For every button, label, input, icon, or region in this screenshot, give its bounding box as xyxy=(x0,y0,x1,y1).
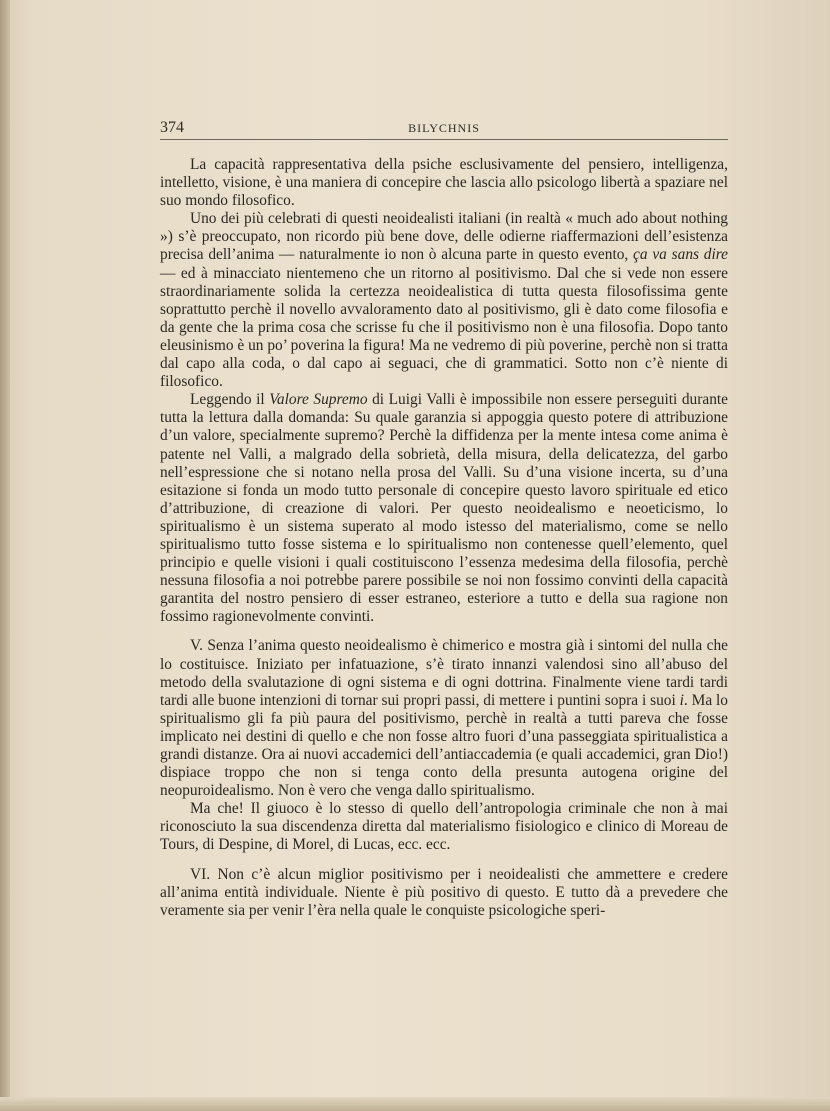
text-run: Uno dei più celebrati di questi neoidealisti italiani (in realtà « much ado about nothing ») s’è preoccupato, non ricordo più bene dove, delle odierne riaffermazioni dell’esistenza precisa dell’anima — naturalmente io non ò alcuna parte in questo evento, xyxy=(160,210,728,264)
page-edge-left xyxy=(0,0,10,1111)
text-run: V. Senza l’anima questo neoidealismo è chimerico e mostra già i sintomi del nulla che lo costituisce. Iniziato per infatuazione, s’è tirato innanzi valendosi sino all’abuso del metodo della svalutazione di ogni sistema e di ogni dottrina. Finalmente viene tardi tardi tardi alle buone intenzioni di tornar sui propri passi, di mettere i puntini sopra i suoi xyxy=(160,637,728,709)
page-edge-bottom xyxy=(0,1097,830,1111)
italic-text: ça va sans dire xyxy=(633,246,728,264)
text-run: La capacità rappresentativa della psiche esclusivamente del pensiero, intelligenza, intelletto, visione, è una maniera di concepire che lascia allo psicologo libertà a spaziare nel suo mondo filosofico. xyxy=(160,156,728,210)
text-run: — ed à minacciato nientemeno che un ritorno al positivismo. Dal che si vede non essere straordinariamente solida la certezza neoidealistica di tutta questa filosofissima gente soprattutto perchè il novello avvaloramento dato al positivismo, gli è dato come filosofia e da gente che la prima cosa che scrisse fu che il positivismo non è una filosofia. Dopo tanto eleusinismo è un po’ poverina la figura! Ma ne vedremo di più poverine, perchè non si tratta dal capo alla coda, o dal capo ai seguaci, che di grammatici. Sotto non c’è niente di filosofico. xyxy=(160,264,728,391)
paragraph xyxy=(160,866,728,920)
text-run: Leggendo il xyxy=(190,391,270,409)
header-rule xyxy=(160,139,728,140)
text-run: di Luigi Valli è impossibile non essere perseguiti durante tutta la lettura dalla domanda: Su quale garanzia si appoggia questo potere di attribuzione d’un valore, specialmente supremo? Perchè la diffidenza per la mente intesa come anima è patente nel Valli, a malgrado della sobrietà, della misura, della delicatezza, del garbo nell’espressione che si notano nella prosa del Valli. Su d’una visione incerta, su d’una esitazione si fonda un modo tutto personale di concepire questo lavoro spirituale ed etico d’attribuzione, di creazione di valori. Per questo neoidealismo e neoeticismo, lo spiritualismo è un sistema superato al modo istesso del materialismo, come se nello spiritualismo tutto fosse sistema e lo spiritualismo non contenesse quell’elemento, quel principio e quelle visioni i quali costituiscono l’essenza medesima della filosofia, perchè nessuna filosofia a noi potrebbe parere possibile se noi non fossimo convinti della capacità garantita del nostro pensiero di esser estraneo, esteriore a tutto e della sua ragione non fossimo ragionevolmente convinti. xyxy=(160,391,729,626)
running-head: BILYCHNIS xyxy=(408,121,480,135)
body-text xyxy=(160,156,728,920)
paragraph xyxy=(160,637,728,800)
page-header xyxy=(160,119,728,141)
text-run: Ma che! Il giuoco è lo stesso di quello dell’antropologia criminale che non à mai riconosciuto la sua discendenza diretta dal materialismo fisiologico e clinico di Moreau de Tours, di Despine, di Morel, di Lucas, ecc. ecc. xyxy=(160,800,728,854)
text-run: . Ma lo spiritualismo gli fa più paura del positivismo, perchè in realtà a tutti pareva che fosse implicato nei destini di quello e che non fosse altro fuori d’una passeggiata spiritualistica a grandi distanze. Ora ai nuovi accademici dell’antiaccademia (e quali accademici, gran Dio!) dispiace troppo che non si tenga conto della presunta autogena origine del neopuroidealismo. Non è vero che venga dallo spiritualismo. xyxy=(160,691,728,800)
page-number: 374 xyxy=(160,119,184,136)
paragraph xyxy=(160,391,728,626)
italic-text: Valore Supremo xyxy=(269,391,368,409)
text-run: VI. Non c’è alcun miglior positivismo per i neoidealisti che ammettere e credere all’anima entità individuale. Niente è più positivo di questo. E tutto dà a prevedere che veramente sia per venir l’èra nella quale le conquiste psicologiche speri- xyxy=(160,865,728,919)
paragraph xyxy=(160,156,728,210)
paragraph xyxy=(160,800,728,854)
italic-text: i xyxy=(679,691,684,709)
paragraph xyxy=(160,210,728,391)
